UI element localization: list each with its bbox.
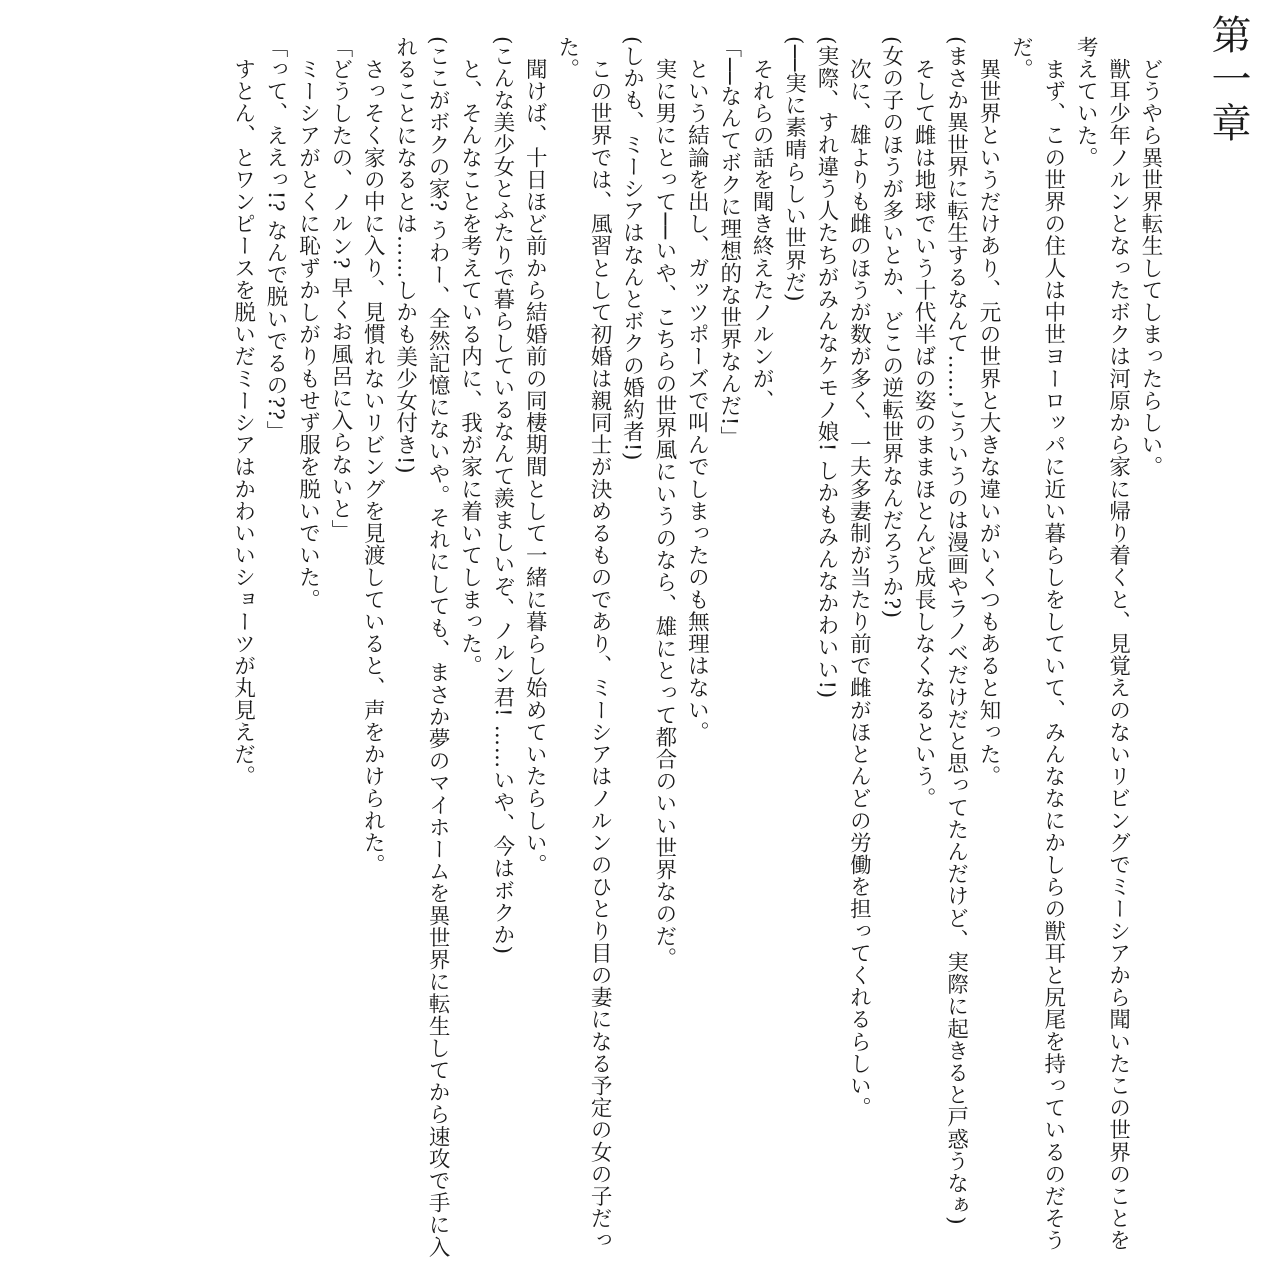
- narration-paragraph: 実に男にとって──いや、こちらの世界風にいうのなら、雄にとって都合のいい世界なのだ。: [651, 57, 677, 969]
- dialogue-paragraph: 「──なんてボクに理想的な世界なんだ!」: [716, 36, 742, 449]
- dialogue-paragraph: (──実に素晴らしい世界だ): [781, 36, 807, 303]
- narration-paragraph: この世界では、風習として初婚は親同士が決めるものであり、ミーシアはノルンのひとり目の妻になる予定の女の子だった。: [554, 36, 613, 1251]
- dialogue-paragraph: (まさか異世界に転生するなんて……こういうのは漫画やラノベだけだと思ってたんだけど、実際に起きると戸惑うなぁ): [943, 36, 969, 1226]
- dialogue-paragraph: (こんな美少女とふたりで暮らしているなんて羨ましいぞ、ノルン君! ……いや、今はボクか): [489, 36, 515, 955]
- body-text: [226, 36, 1166, 1261]
- narration-paragraph: それらの話を聞き終えたノルンが、: [749, 57, 775, 412]
- narration-paragraph: 異世界というだけあり、元の世界と大きな違いがいくつもあると知った。: [975, 57, 1001, 787]
- narration-paragraph: どうやら異世界転生してしまったらしい。: [1138, 57, 1163, 478]
- narration-paragraph: まず、この世界の住人は中世ヨーロッパに近い暮らしをしていて、みんななにかしらの獣耳と尻尾を持っているのだそうだ。: [1008, 36, 1066, 1251]
- chapter-title: 第一章: [1205, 14, 1251, 146]
- dialogue-paragraph: 「どうしたの、ノルン? 早くお風呂に入らないと」: [327, 36, 353, 542]
- narration-paragraph: そして雌は地球でいう十代半ばの姿のままほとんど成長しなくなるという。: [911, 57, 937, 809]
- narration-paragraph: 次に、雄よりも雌のほうが数が多く、一夫多妻制が当たり前で雌がほとんどの労働を担ってくれるらしい。: [846, 57, 872, 1119]
- narration-paragraph: という結論を出し、ガッツポーズで叫んでしまったのも無理はない。: [684, 57, 710, 743]
- narration-paragraph: さっそく家の中に入り、見慣れないリビングを見渡していると、声をかけられた。: [360, 57, 386, 876]
- dialogue-paragraph: (実際、すれ違う人たちがみんなケモノ娘! しかもみんなかわいい!): [813, 36, 839, 699]
- dialogue-paragraph: 「って、ええっ!? なんで脱いでるの??」: [263, 36, 289, 443]
- narration-paragraph: と、そんなことを考えている内に、我が家に着いてしまった。: [457, 57, 483, 677]
- narration-paragraph: ミーシアがとくに恥ずかしがりもせず服を脱いでいた。: [295, 57, 321, 610]
- dialogue-paragraph: (しかも、ミーシアはなんとボクの婚約者!): [619, 36, 645, 462]
- dialogue-paragraph: (女の子のほうが多いとか、どこの逆転世界なんだろうか?): [878, 36, 904, 619]
- narration-paragraph: すとん、とワンピースを脱いだミーシアはかわいいショーツが丸見えだ。: [230, 57, 256, 787]
- narration-paragraph: 獣耳少年ノルンとなったボクは河原から家に帰り着くと、見覚えのないリビングでミーシアから聞いたこの世界のことを考えていた。: [1073, 36, 1131, 1251]
- narration-paragraph: 聞けば、十日ほど前から結婚前の同棲期間として一緒に暮らし始めていたらしい。: [522, 57, 548, 876]
- dialogue-paragraph: (ここがボクの家? うわー、全然記憶にないや。それにしても、まさか夢のマイホームを異世界に転生してから速攻で手に入れることになるとは……しかも美少女付き!): [392, 36, 451, 1258]
